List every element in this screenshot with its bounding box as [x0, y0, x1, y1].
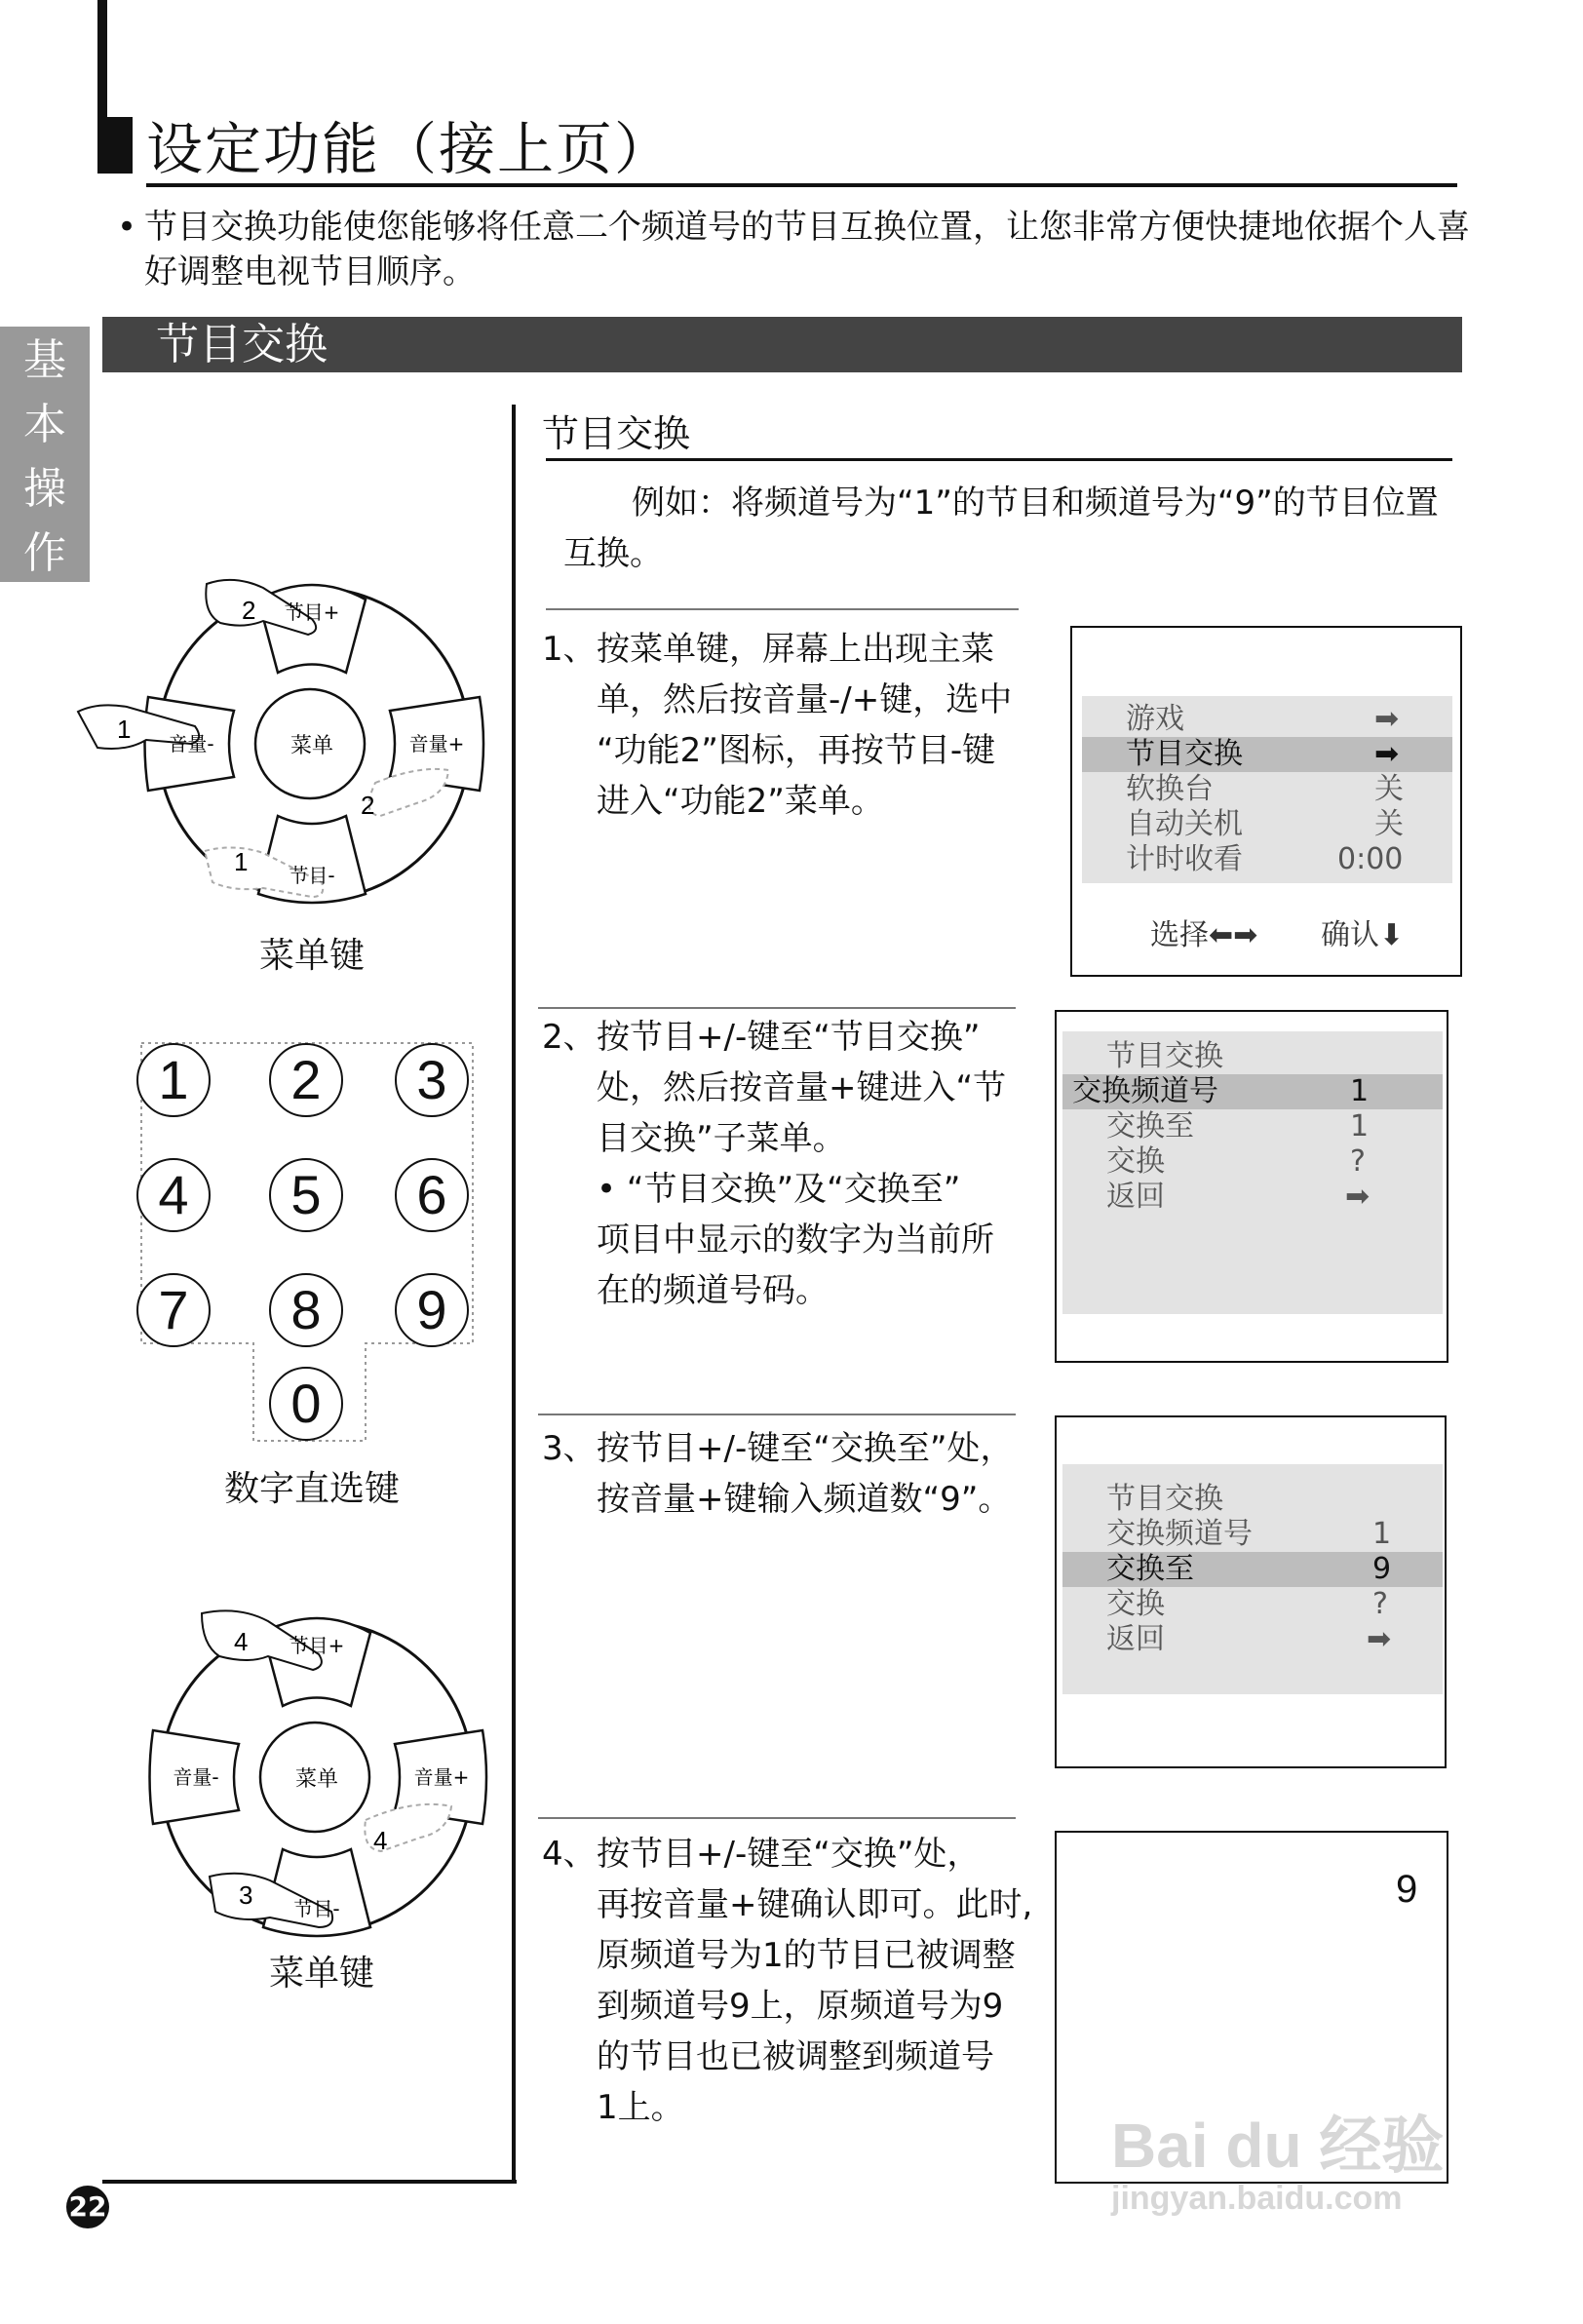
step-3	[542, 1423, 1068, 1530]
function2-menu	[1082, 696, 1452, 883]
menu-row-value: 1	[1350, 1074, 1370, 1108]
menu-row-label: 游戏	[1126, 702, 1184, 736]
menu-title: 节目交换	[1106, 1039, 1223, 1073]
menu-row-value: 9	[1372, 1552, 1392, 1586]
menu-row	[1062, 1622, 1443, 1657]
side-tab-char: 本	[23, 400, 66, 449]
numpad-key-3[interactable]: 3	[395, 1043, 469, 1117]
menu-row	[1082, 842, 1452, 877]
swap-submenu	[1062, 1464, 1443, 1694]
step-line: 的节目也已被调整到频道号	[597, 2037, 994, 2076]
volume-up-label: 音量+	[413, 1765, 470, 1789]
menu-row	[1062, 1109, 1443, 1144]
menu-row-label: 节目交换	[1126, 737, 1243, 771]
menu-row-label: 交换频道号	[1106, 1517, 1253, 1551]
example-text: 例如：将频道号为“1”的节目和频道号为“9”的节目位置互换。	[563, 484, 1439, 573]
numpad-key-5[interactable]: 5	[269, 1158, 343, 1232]
menu-row-label: 计时收看	[1126, 842, 1243, 876]
menu-row-selected	[1082, 737, 1452, 772]
step-number: 4、	[542, 1835, 597, 1874]
arrow-right-icon: ➡	[1374, 702, 1400, 736]
menu-row	[1062, 1180, 1443, 1215]
step-mark: 2	[242, 596, 256, 625]
page-title: 设定功能（接上页）	[146, 116, 674, 182]
watermark-url: jingyan.baidu.com	[1111, 2180, 1403, 2217]
arrow-right-icon: ➡	[1367, 1622, 1392, 1656]
section-title: 节目交换	[156, 320, 328, 369]
footer-confirm-hint: 确认⬇	[1321, 918, 1405, 952]
menu-row	[1062, 1587, 1443, 1622]
menu-row-label: 软换台	[1126, 772, 1214, 806]
menu-row-value: ?	[1372, 1587, 1388, 1621]
step-line: 再按音量+键确认即可。此时,	[597, 1885, 1033, 1924]
menu-row-value: 关	[1374, 807, 1404, 841]
numpad-key-4[interactable]: 4	[136, 1158, 211, 1232]
channel-number-display: 9	[1396, 1868, 1418, 1911]
menu-row	[1062, 1144, 1443, 1180]
step-line: • “节目交换”及“交换至”	[597, 1170, 961, 1209]
arrow-right-icon: ➡	[1345, 1180, 1371, 1214]
menu-row-selected	[1062, 1552, 1443, 1587]
step-line: 按菜单键，屏幕上出现主菜	[597, 630, 994, 669]
header-block	[97, 117, 133, 174]
title-rule	[146, 183, 1457, 187]
footer-select-hint: 选择⬅➡	[1150, 918, 1258, 952]
menu-row	[1082, 807, 1452, 842]
program-down-label: 节目-	[293, 1897, 340, 1920]
step-number: 1、	[542, 630, 597, 669]
menu-row-value: 关	[1374, 772, 1404, 806]
step-line: 1上。	[597, 2088, 684, 2127]
step-mark: 4	[234, 1627, 249, 1656]
tv-screen-2	[1055, 1010, 1448, 1363]
menu-row-label: 交换	[1106, 1587, 1165, 1621]
intro-text: 节目交换功能使您能够将任意二个频道号的节目互换位置，让您非常方便快捷地依据个人喜好调整电视节目顺序。	[144, 208, 1470, 291]
volume-up-label: 音量+	[408, 732, 465, 755]
step-line: 在的频道号码。	[597, 1271, 829, 1310]
step-line: 目交换”子菜单。	[597, 1119, 846, 1158]
tv-screen-3	[1055, 1415, 1447, 1768]
step-line: 按节目+/-键至“交换至”处，	[597, 1429, 1014, 1468]
step-mark: 1	[234, 847, 249, 876]
step-mark: 2	[361, 791, 375, 820]
volume-down-label: 音量-	[168, 732, 214, 755]
menu-row-value: 0:00	[1337, 842, 1404, 876]
step-line: 按音量+键输入频道数“9”。	[597, 1480, 1012, 1519]
step-line: 按节目+/-键至“交换”处，	[597, 1835, 981, 1874]
side-tab-char: 基	[23, 335, 66, 385]
numpad-key-2[interactable]: 2	[269, 1043, 343, 1117]
step-4	[542, 1829, 1068, 2141]
step-mark: 1	[117, 715, 132, 744]
numpad-key-7[interactable]: 7	[136, 1273, 211, 1347]
step-line: 项目中显示的数字为当前所	[597, 1220, 994, 1259]
menu-row-value: 1	[1372, 1517, 1392, 1551]
menu-title: 节目交换	[1106, 1482, 1223, 1516]
side-tab-char: 操	[23, 464, 66, 514]
menu-row-value: 1	[1350, 1109, 1370, 1143]
side-tab	[0, 327, 90, 582]
menu-row-label: 自动关机	[1126, 807, 1243, 841]
remote-menu-keys-bottom	[132, 1594, 502, 1955]
caption-menu-keys-2: 菜单键	[268, 1954, 374, 1994]
swap-submenu	[1062, 1031, 1443, 1314]
step-1	[542, 624, 1068, 838]
column-divider	[512, 405, 516, 2184]
arrow-right-icon: ➡	[1374, 737, 1400, 771]
bottom-rule	[102, 2180, 517, 2184]
step-line: “功能2”图标，再按节目-键	[597, 731, 996, 770]
menu-title-row	[1062, 1482, 1443, 1517]
step-number: 3、	[542, 1429, 597, 1468]
program-up-label: 节目+	[289, 1634, 345, 1657]
step-mark: 3	[239, 1880, 253, 1910]
numpad-key-9[interactable]: 9	[395, 1273, 469, 1347]
numpad-key-0[interactable]: 0	[269, 1367, 343, 1441]
step-2	[542, 1012, 1059, 1324]
menu-row	[1082, 772, 1452, 807]
numpad-key-1[interactable]: 1	[136, 1043, 211, 1117]
caption-menu-keys: 菜单键	[258, 936, 365, 976]
menu-row-value: ?	[1350, 1144, 1366, 1179]
menu-title-row	[1062, 1039, 1443, 1074]
step-number: 2、	[542, 1018, 597, 1057]
menu-row	[1062, 1517, 1443, 1552]
menu-key-label: 菜单	[290, 734, 334, 758]
step-line: 按节目+/-键至“节目交换”	[597, 1018, 981, 1057]
menu-row-label: 返回	[1106, 1622, 1165, 1656]
menu-row-label: 交换至	[1106, 1109, 1194, 1143]
step-rule	[538, 1414, 1016, 1415]
step-line: 到频道号9上，原频道号为9	[597, 1987, 1004, 2026]
numpad-key-6[interactable]: 6	[395, 1158, 469, 1232]
menu-row-selected	[1062, 1074, 1443, 1109]
step-line: 原频道号为1的节目已被调整	[597, 1936, 1016, 1975]
menu-key-label: 菜单	[294, 1767, 339, 1792]
page-number: 22	[66, 2186, 109, 2228]
watermark-logo: Bai du 经验	[1111, 2111, 1445, 2181]
program-up-label: 节目+	[284, 600, 340, 624]
menu-row-label: 交换频道号	[1072, 1074, 1218, 1108]
menu-row-label: 交换	[1106, 1144, 1165, 1179]
subsection-title: 节目交换	[542, 412, 691, 455]
step-line: 处，然后按音量+键进入“节	[597, 1068, 1007, 1107]
step-line: 单，然后按音量-/+键，选中	[597, 680, 1013, 719]
menu-row	[1082, 702, 1452, 737]
volume-down-label: 音量-	[173, 1765, 219, 1789]
subsection-rule	[546, 458, 1452, 461]
menu-row-label: 交换至	[1106, 1552, 1194, 1586]
step-rule	[538, 1007, 1016, 1009]
program-down-label: 节目-	[289, 864, 335, 887]
tv-screen-1	[1070, 626, 1462, 977]
step-line: 进入“功能2”菜单。	[597, 782, 884, 821]
numpad-key-8[interactable]: 8	[269, 1273, 343, 1347]
step-mark: 4	[373, 1826, 388, 1855]
caption-number-keys: 数字直选键	[223, 1469, 400, 1509]
side-tab-char: 作	[23, 528, 66, 578]
step-rule	[538, 1817, 1016, 1819]
remote-menu-keys-top	[117, 561, 497, 911]
intro-bullet: •	[117, 208, 137, 247]
menu-row-label: 返回	[1106, 1180, 1165, 1214]
step-rule	[546, 608, 1019, 610]
